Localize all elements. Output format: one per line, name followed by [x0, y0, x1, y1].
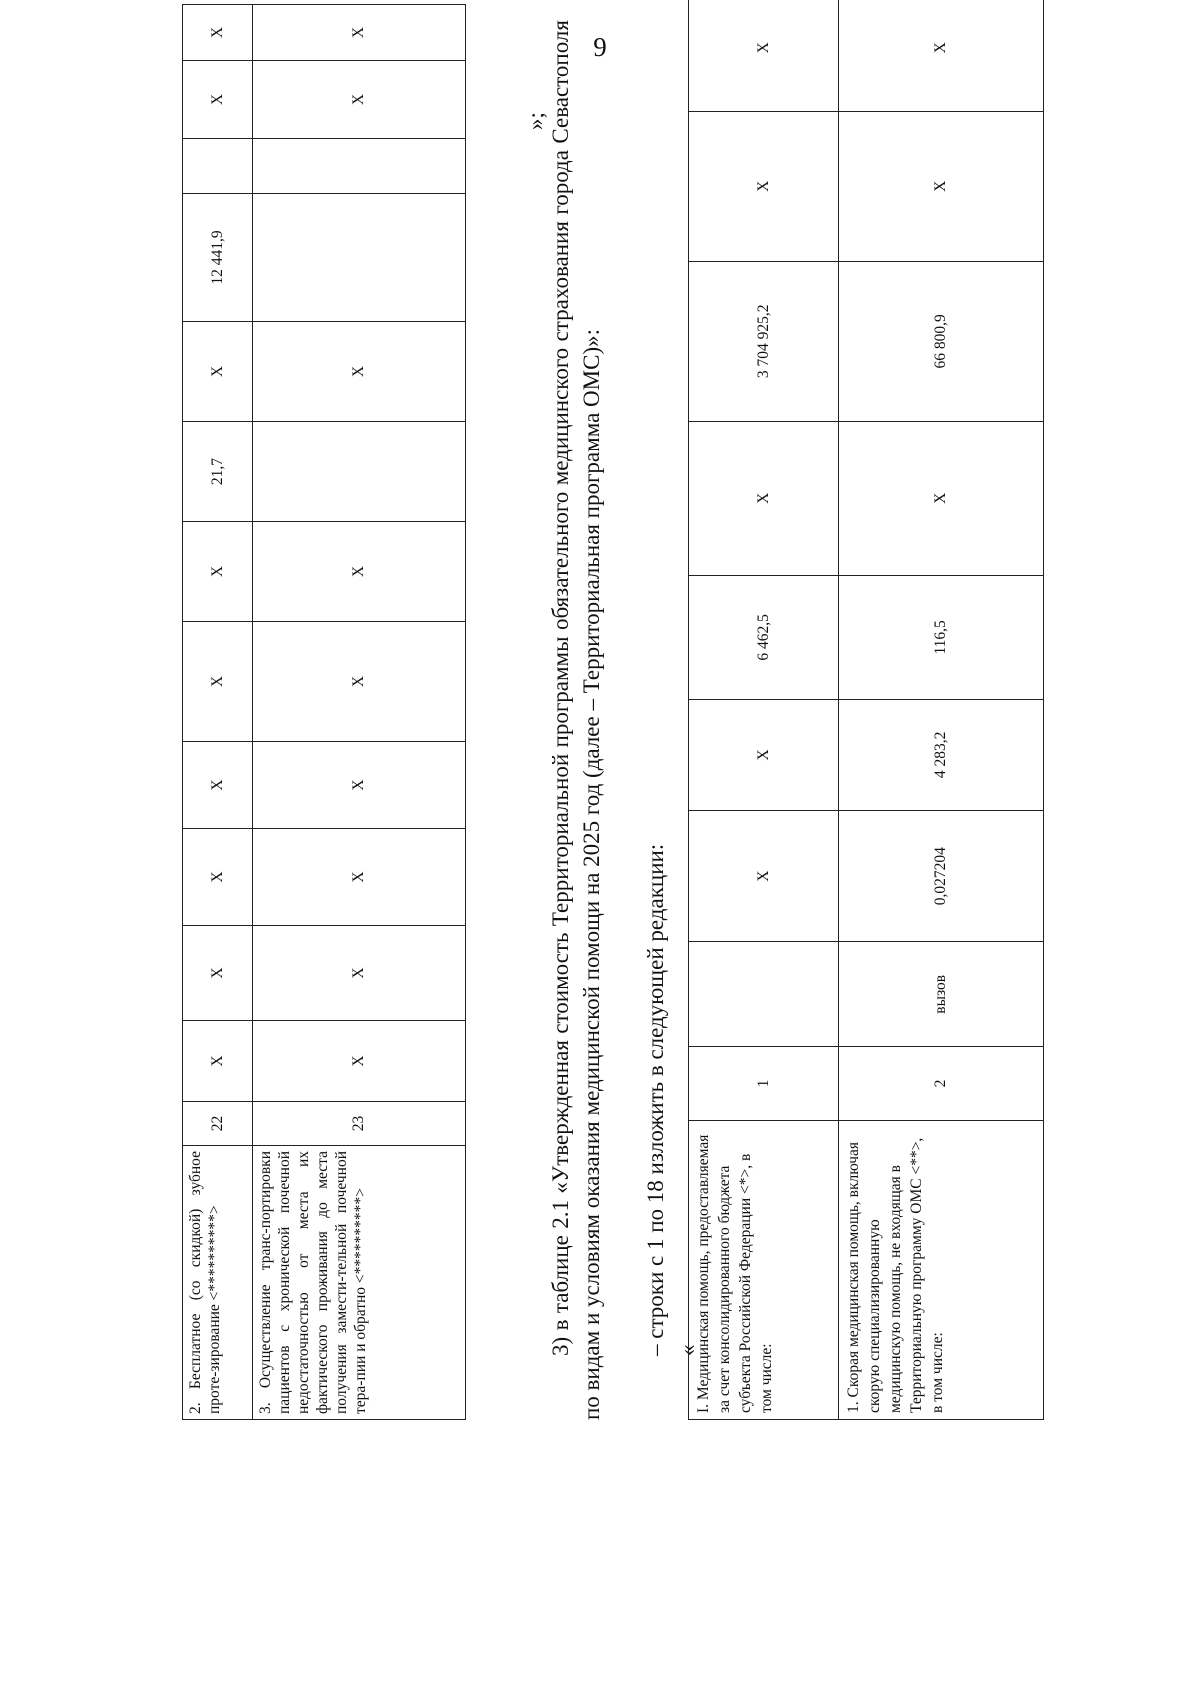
table-cell: X — [183, 622, 253, 742]
row-name-consolidated: I. Медицинская помощь, предоставляемая за счет консолидированного бюджета субъекта Российской Федерации <*>, в том числе: — [689, 1120, 839, 1419]
table-cell — [183, 139, 253, 194]
table-cell: 116,5 — [839, 575, 1044, 699]
table-row — [183, 5, 253, 1420]
table-row — [253, 5, 466, 1420]
table-cell — [253, 139, 466, 194]
table-cell: X — [689, 111, 839, 261]
table-cell: X — [839, 111, 1044, 261]
table-cell: 3 704 925,2 — [689, 261, 839, 421]
table-cell: X — [253, 5, 466, 61]
table-cell: X — [183, 5, 253, 61]
table-cell: 21,7 — [183, 422, 253, 522]
table-cell: X — [689, 0, 839, 111]
table-cell: X — [689, 421, 839, 575]
table-cell: X — [183, 1021, 253, 1102]
table-cell: 4 283,2 — [839, 700, 1044, 811]
table-cell: X — [253, 1021, 466, 1102]
table-cell: X — [183, 742, 253, 829]
table-cell: X — [253, 926, 466, 1021]
table-continuation — [182, 4, 466, 1420]
row-number: 1 — [689, 1047, 839, 1121]
table-cell: X — [253, 61, 466, 139]
paragraph-amendment: 3) в таблице 2.1 «Утвержденная стоимость Территориальной программы обязательного медицинского страхования города Севастополя по видам и условиям оказания медицинской помощи на 2025 год (далее – Территориальная программа ОМС)»: — [548, 20, 604, 1420]
row-name-dental: 2. Бесплатное (со скидкой) зубное проте-зирование <**********> — [183, 1146, 253, 1420]
table-cell: X — [839, 0, 1044, 111]
table-cell: X — [183, 61, 253, 139]
unit-cell: вызов — [839, 942, 1044, 1047]
table-cell: X — [253, 522, 466, 622]
row-name-transport: 3. Осуществление транс-портировки пациентов с хронической почечной недостаточностью от места их фактического проживания до места получения замести-тельной почечной тера-пии и обратно <**********> — [253, 1146, 466, 1420]
table-cell: X — [689, 700, 839, 811]
table-cell: X — [839, 421, 1044, 575]
opening-quote-mark: « — [675, 1344, 700, 1356]
table-cell — [253, 422, 466, 522]
paragraph-instruction: – строки с 1 по 18 изложить в следующей редакции: — [643, 843, 668, 1356]
table-cell: X — [253, 622, 466, 742]
row-name-emergency: 1. Скорая медицинская помощь, включая скорую специализированную медицинскую помощь, не входящая в Территориальную программу ОМС <**>, в том числе: — [839, 1120, 1044, 1419]
table-cell: X — [183, 926, 253, 1021]
closing-quote-mark: »; — [523, 112, 548, 130]
table-cell: X — [253, 829, 466, 926]
table-cell: X — [253, 322, 466, 422]
table-row — [689, 0, 839, 1420]
row-number: 22 — [183, 1102, 253, 1146]
table-cell: X — [183, 829, 253, 926]
table-cell: X — [689, 810, 839, 942]
unit-cell — [689, 942, 839, 1047]
table-cell: 0,027204 — [839, 810, 1044, 942]
row-number: 23 — [253, 1102, 466, 1146]
table-cell — [253, 194, 466, 322]
table-cell: X — [183, 322, 253, 422]
table-cost — [688, 0, 1044, 1420]
table-row — [839, 0, 1044, 1420]
table-cell: X — [253, 742, 466, 829]
table-cell: 6 462,5 — [689, 575, 839, 699]
row-number: 2 — [839, 1047, 1044, 1121]
page-number: 9 — [593, 32, 607, 62]
table-cell: X — [183, 522, 253, 622]
table-cell: 12 441,9 — [183, 194, 253, 322]
table-cell: 66 800,9 — [839, 261, 1044, 421]
